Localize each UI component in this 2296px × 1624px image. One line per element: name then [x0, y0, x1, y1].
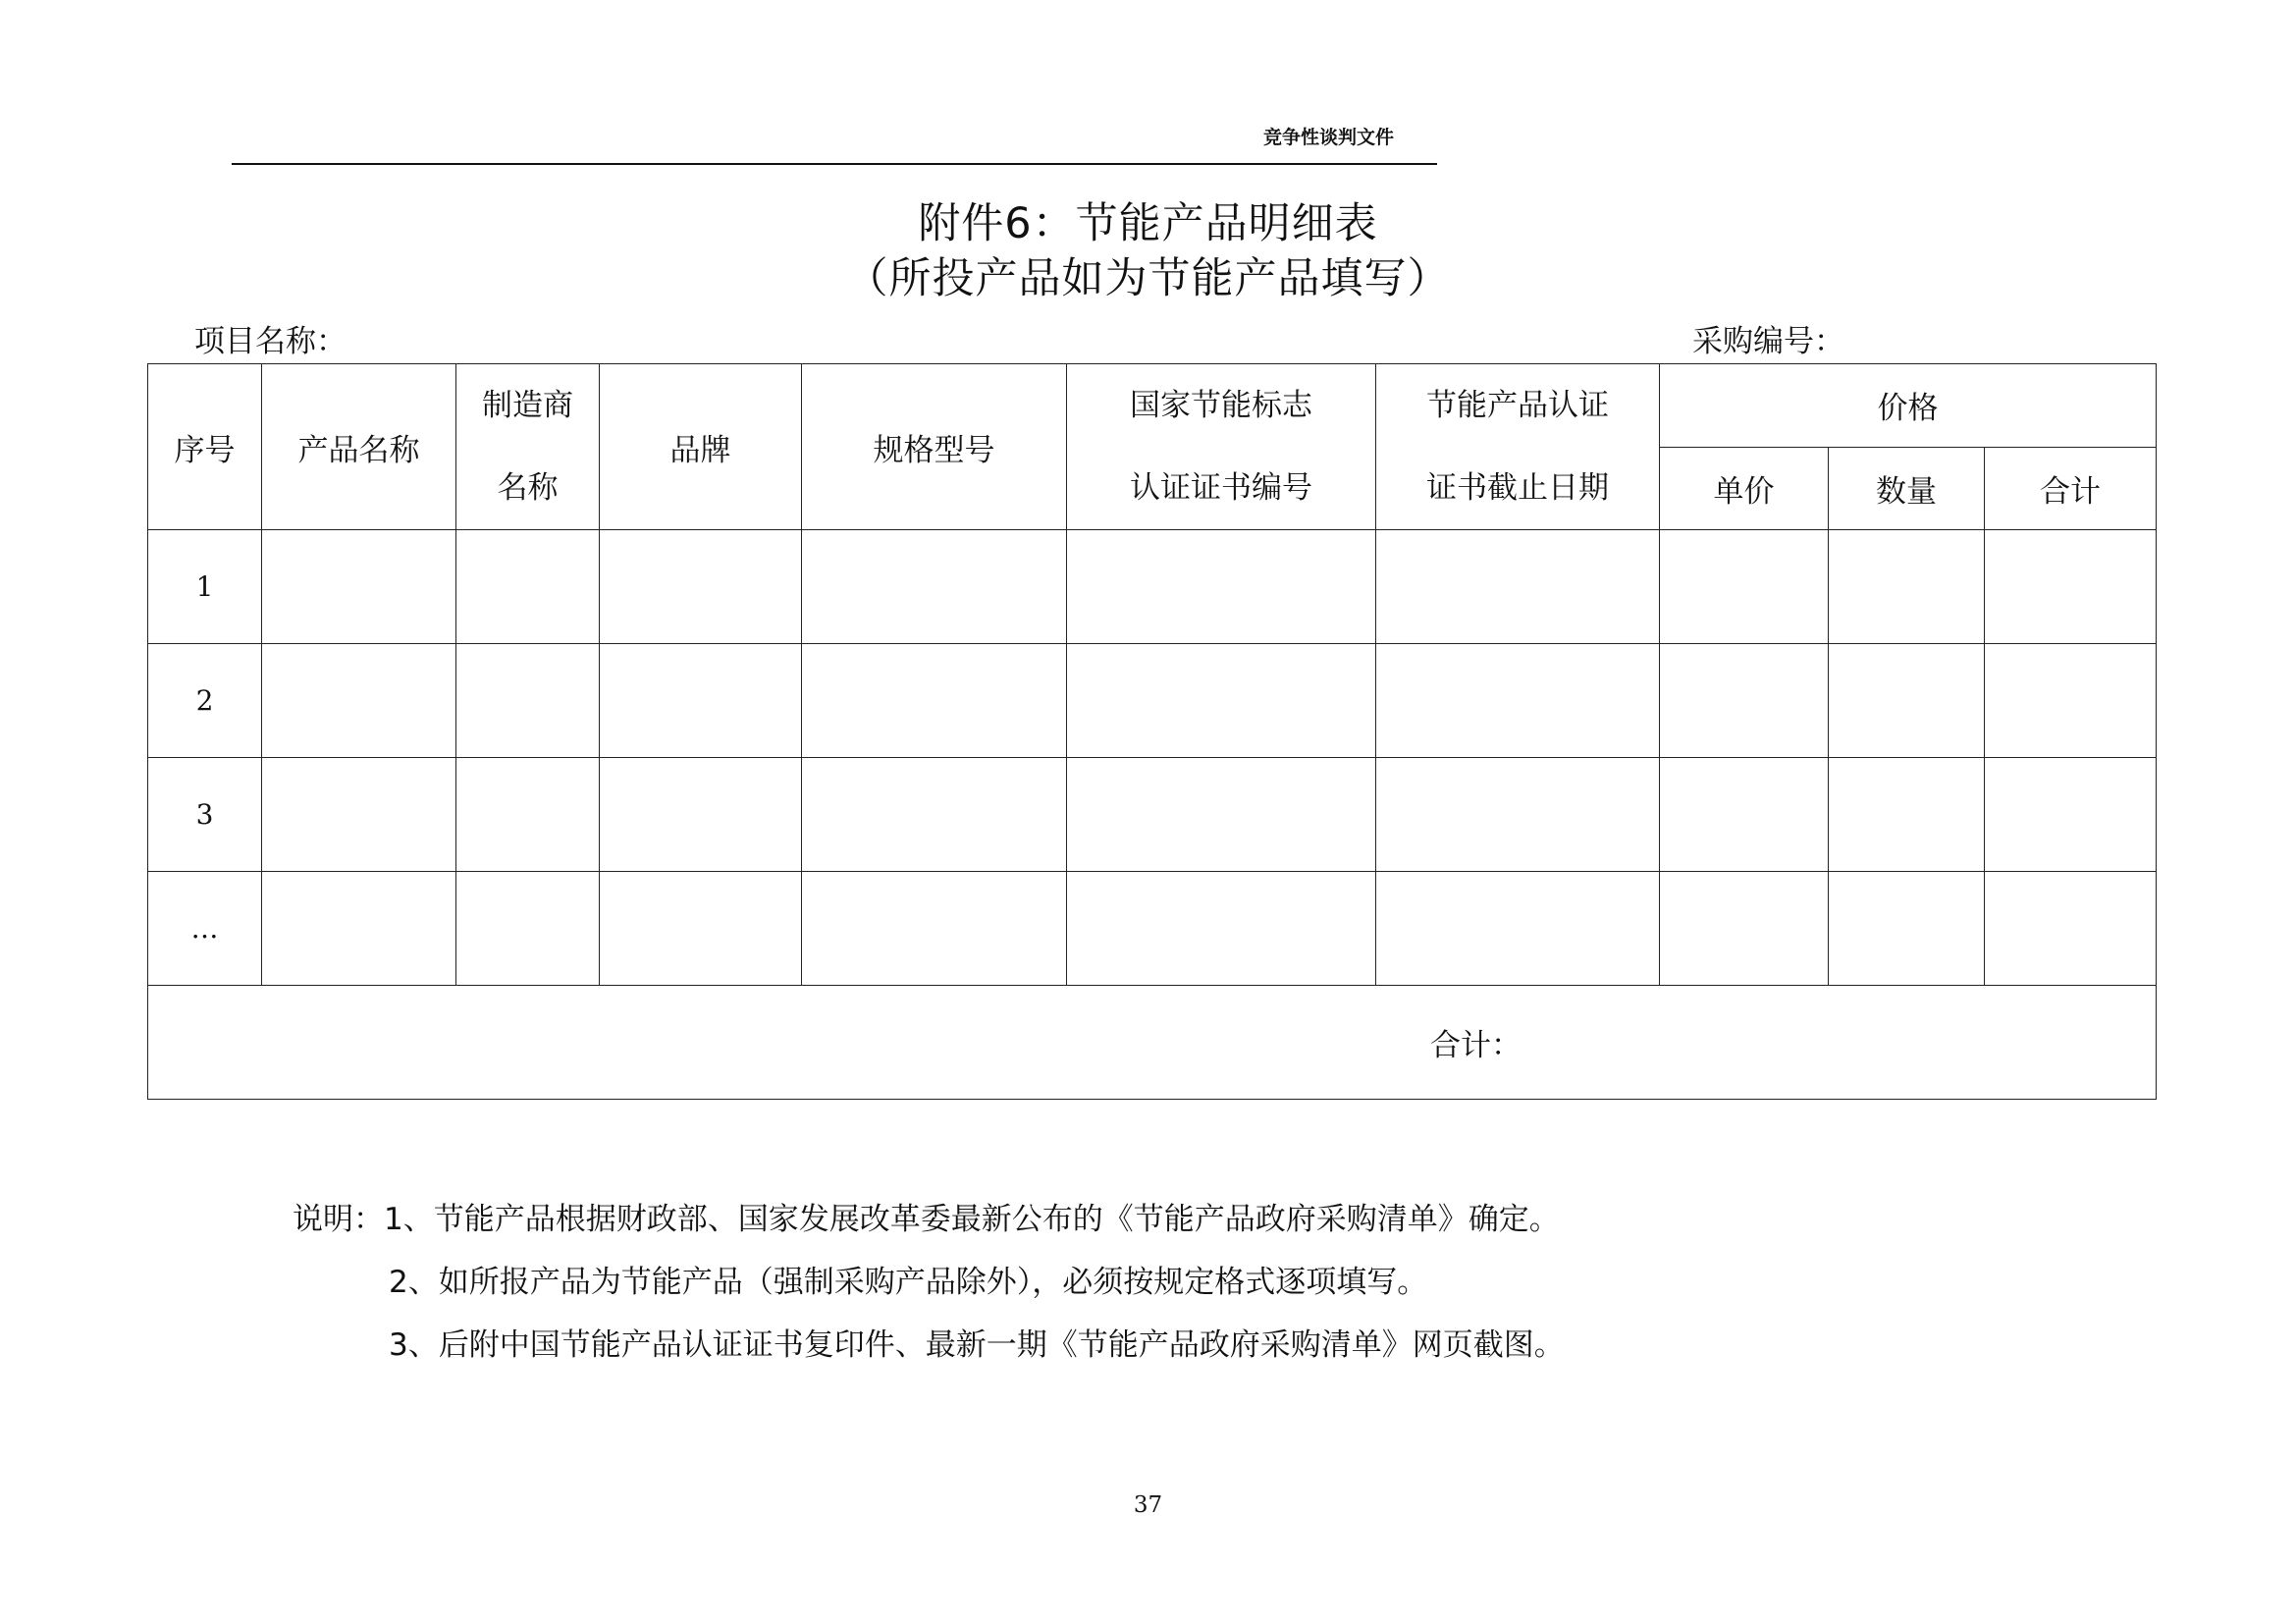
cell-brand[interactable]	[600, 872, 802, 986]
cell-subtotal[interactable]	[1985, 644, 2157, 758]
header-cert-expiry	[1376, 364, 1660, 530]
cell-manufacturer[interactable]	[456, 872, 600, 986]
total-row	[148, 986, 2157, 1100]
cell-product-name[interactable]	[262, 872, 456, 986]
note-line-2: 2、如所报产品为节能产品（强制采购产品除外），必须按规定格式逐项填写。	[389, 1265, 1428, 1300]
header-rule	[232, 163, 1437, 165]
header-manufacturer-line2: 名称	[497, 470, 559, 506]
total-label: 合计：	[1430, 1028, 1522, 1063]
row-index: 3	[148, 758, 262, 872]
header-cert-expiry-line2: 证书截止日期	[1426, 470, 1609, 506]
cell-quantity[interactable]	[1829, 530, 1985, 644]
cell-unit-price[interactable]	[1660, 530, 1829, 644]
cell-manufacturer[interactable]	[456, 758, 600, 872]
cell-product-name[interactable]	[262, 530, 456, 644]
header-manufacturer-line1: 制造商	[482, 388, 573, 423]
cell-spec[interactable]	[802, 530, 1067, 644]
table-row	[148, 758, 2157, 872]
cell-unit-price[interactable]	[1660, 644, 1829, 758]
project-name-label: 项目名称：	[194, 324, 347, 359]
cell-cert-number[interactable]	[1067, 644, 1376, 758]
cell-quantity[interactable]	[1829, 758, 1985, 872]
table-row	[148, 530, 2157, 644]
cell-subtotal[interactable]	[1985, 758, 2157, 872]
cell-subtotal[interactable]	[1985, 872, 2157, 986]
cell-cert-expiry[interactable]	[1376, 644, 1660, 758]
cell-cert-number[interactable]	[1067, 530, 1376, 644]
header-quantity: 数量	[1829, 447, 1985, 530]
table-header-row	[148, 364, 2157, 448]
purchase-number-label: 采购编号：	[1692, 324, 1844, 359]
header-price: 价格	[1660, 364, 2157, 448]
cell-subtotal[interactable]	[1985, 530, 2157, 644]
table-row	[148, 644, 2157, 758]
header-cert-number-line2: 认证证书编号	[1130, 470, 1312, 506]
cell-product-name[interactable]	[262, 644, 456, 758]
row-index: …	[148, 872, 262, 986]
cell-cert-expiry[interactable]	[1376, 872, 1660, 986]
cell-quantity[interactable]	[1829, 644, 1985, 758]
header-cert-expiry-line1: 节能产品认证	[1426, 388, 1609, 423]
cell-cert-number[interactable]	[1067, 872, 1376, 986]
cell-unit-price[interactable]	[1660, 872, 1829, 986]
cell-brand[interactable]	[600, 758, 802, 872]
cell-product-name[interactable]	[262, 758, 456, 872]
cell-spec[interactable]	[802, 644, 1067, 758]
cell-spec[interactable]	[802, 872, 1067, 986]
page-subtitle: （所投产品如为节能产品填写）	[845, 254, 1451, 303]
cell-manufacturer[interactable]	[456, 530, 600, 644]
header-manufacturer	[456, 364, 600, 530]
cell-brand[interactable]	[600, 644, 802, 758]
cell-spec[interactable]	[802, 758, 1067, 872]
header-product-name: 产品名称	[262, 364, 456, 530]
document-header: 竞争性谈判文件	[1262, 127, 1394, 148]
header-cert-number	[1067, 364, 1376, 530]
cell-cert-expiry[interactable]	[1376, 758, 1660, 872]
note-line-1: 说明：1、节能产品根据财政部、国家发展改革委最新公布的《节能产品政府采购清单》确定。	[293, 1202, 1560, 1237]
page-number: 37	[1133, 1492, 1163, 1518]
cell-cert-number[interactable]	[1067, 758, 1376, 872]
header-cert-number-line1: 国家节能标志	[1130, 388, 1312, 423]
notes-section	[293, 1188, 1565, 1377]
note-line-3: 3、后附中国节能产品认证证书复印件、最新一期《节能产品政府采购清单》网页截图。	[389, 1327, 1565, 1363]
total-cell[interactable]	[148, 986, 2157, 1100]
cell-unit-price[interactable]	[1660, 758, 1829, 872]
cell-brand[interactable]	[600, 530, 802, 644]
header-spec: 规格型号	[802, 364, 1067, 530]
header-unit-price: 单价	[1660, 447, 1829, 530]
cell-manufacturer[interactable]	[456, 644, 600, 758]
table-row	[148, 872, 2157, 986]
row-index: 1	[148, 530, 262, 644]
page-title: 附件6：节能产品明细表	[918, 199, 1378, 248]
row-index: 2	[148, 644, 262, 758]
header-seq: 序号	[148, 364, 262, 530]
header-brand: 品牌	[600, 364, 802, 530]
cell-cert-expiry[interactable]	[1376, 530, 1660, 644]
cell-quantity[interactable]	[1829, 872, 1985, 986]
header-subtotal: 合计	[1985, 447, 2157, 530]
energy-products-table	[147, 363, 2157, 1100]
